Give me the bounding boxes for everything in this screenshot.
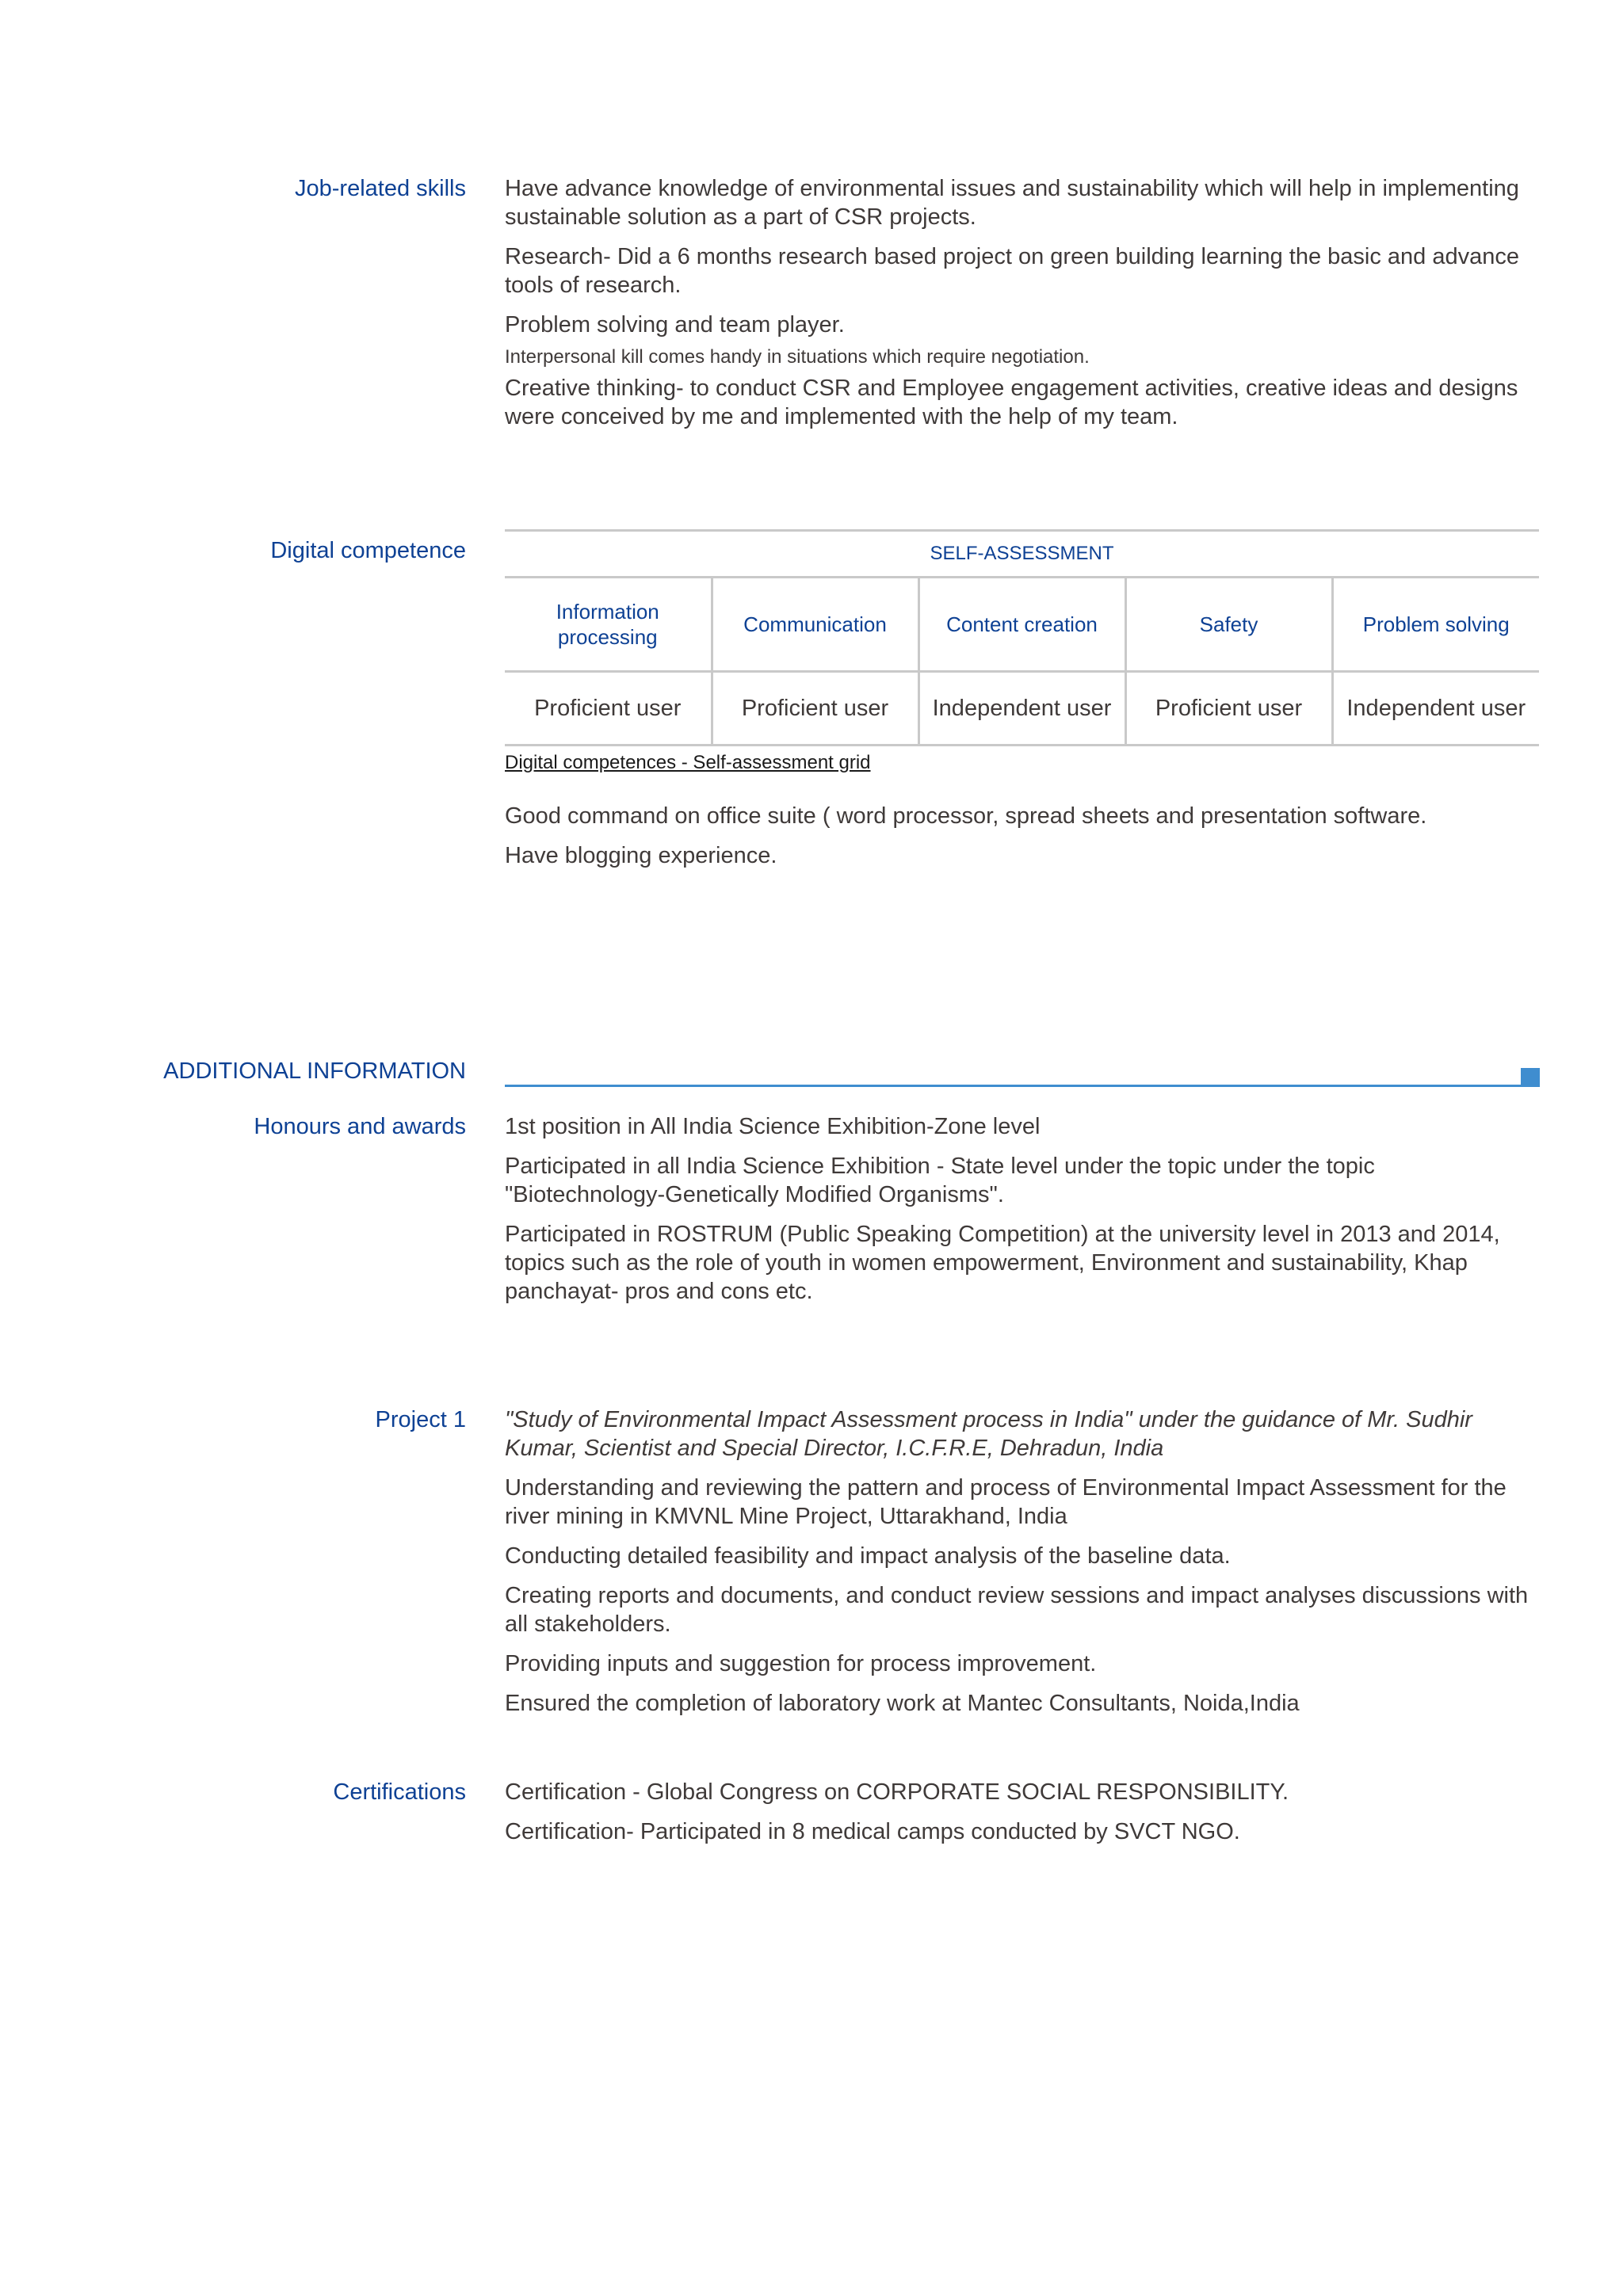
grid-header-cell: Problem solving <box>1332 578 1539 672</box>
grid-header-cell: Communication <box>712 578 918 672</box>
job-skill-item: Research- Did a 6 months research based project on green building learning the basic and advance tools of research. <box>505 244 1520 298</box>
grid-title: SELF-ASSESSMENT <box>505 531 1539 578</box>
grid-header-row <box>505 578 1539 672</box>
project-item: Conducting detailed feasibility and impact analysis of the baseline data. <box>505 1543 1231 1569</box>
honour-item: 1st position in All India Science Exhibition-Zone level <box>505 1114 1041 1139</box>
self-assessment-grid-link[interactable]: Digital competences - Self-assessment grid <box>505 752 871 773</box>
job-skill-item: Have advance knowledge of environmental issues and sustainability which will help in implementing sustainable solution as a part of CSR projects. <box>505 176 1519 230</box>
digital-competence-content <box>505 802 1539 881</box>
project-content <box>505 1405 1539 1729</box>
job-skill-item: Creative thinking- to conduct CSR and Employee engagement activities, creative ideas and designs were conceived by me and implemented with the help of my team. <box>505 376 1518 429</box>
job-skills-content <box>505 174 1539 442</box>
project-item: Understanding and reviewing the pattern and process of Environmental Impact Assessment for the river mining in KMVNL Mine Project, Uttarakhand, India <box>505 1475 1507 1529</box>
grid-header-cell: Information processing <box>505 578 712 672</box>
certification-item: Certification - Global Congress on CORPORATE SOCIAL RESPONSIBILITY. <box>505 1779 1289 1805</box>
grid-title-row <box>505 531 1539 578</box>
honours-label: Honours and awards <box>254 1114 466 1139</box>
certifications-label: Certifications <box>333 1779 466 1805</box>
grid-value-cell: Proficient user <box>1125 672 1332 746</box>
section-divider <box>505 1085 1521 1087</box>
project-item: Creating reports and documents, and conduct review sessions and impact analyses discussions with all stakeholders. <box>505 1583 1529 1637</box>
project-label: Project 1 <box>375 1407 466 1432</box>
honour-item: Participated in all India Science Exhibition - State level under the topic under the topic "Biotechnology-Genetically Modified Organisms". <box>505 1154 1375 1207</box>
digital-item: Have blogging experience. <box>505 843 777 868</box>
section-marker-icon <box>1521 1068 1540 1087</box>
digital-item: Good command on office suite ( word processor, spread sheets and presentation software. <box>505 803 1427 829</box>
grid-value-row <box>505 672 1539 746</box>
certification-item: Certification- Participated in 8 medical camps conducted by SVCT NGO. <box>505 1819 1240 1844</box>
job-skills-label: Job-related skills <box>295 176 466 201</box>
certifications-content <box>505 1778 1539 1857</box>
grid-value-cell: Proficient user <box>505 672 712 746</box>
project-item: Ensured the completion of laboratory work at Mantec Consultants, Noida,India <box>505 1691 1300 1716</box>
digital-competence-label: Digital competence <box>270 538 466 563</box>
job-skill-item: Problem solving and team player. <box>505 312 845 338</box>
honours-content <box>505 1112 1539 1317</box>
grid-header-cell: Safety <box>1125 578 1332 672</box>
grid-header-cell: Content creation <box>918 578 1125 672</box>
project-title: "Study of Environmental Impact Assessment process in India" under the guidance of Mr. Sudhir Kumar, Scientist and Special Director, I.C.F.R.E, Dehradun, India <box>505 1407 1472 1461</box>
project-item: Providing inputs and suggestion for process improvement. <box>505 1651 1097 1676</box>
self-assessment-grid <box>505 529 1539 746</box>
honour-item: Participated in ROSTRUM (Public Speaking Competition) at the university level in 2013 and 2014, topics such as the role of youth in women empowerment, Environment and sustainability, Khap panchayat- pros and cons etc. <box>505 1222 1500 1304</box>
job-skill-item: Interpersonal kill comes handy in situations which require negotiation. <box>505 346 1090 368</box>
additional-info-heading: ADDITIONAL INFORMATION <box>163 1058 466 1084</box>
grid-value-cell: Independent user <box>1332 672 1539 746</box>
grid-value-cell: Proficient user <box>712 672 918 746</box>
grid-value-cell: Independent user <box>918 672 1125 746</box>
